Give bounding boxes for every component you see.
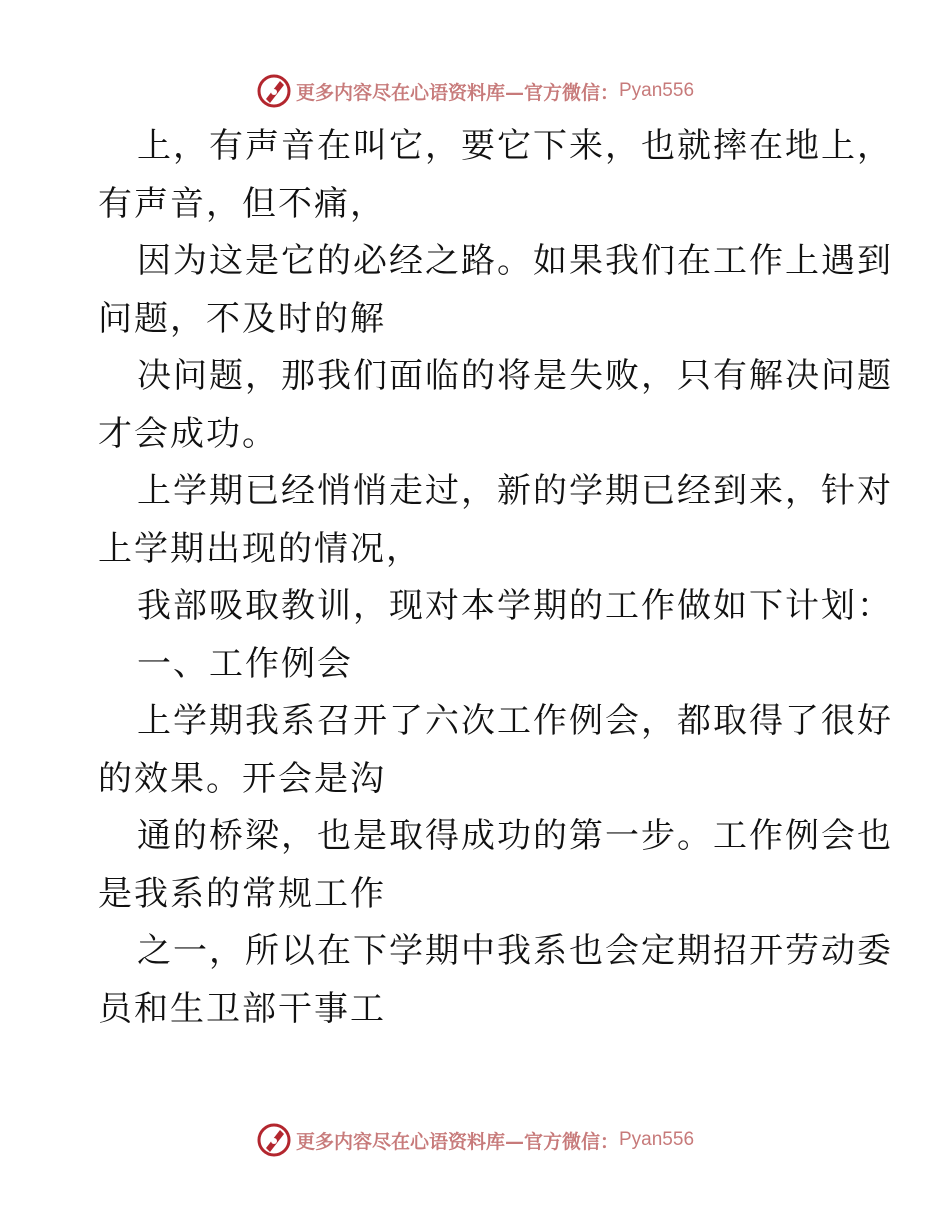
document-body [98,118,893,1038]
watermark-text: 更多内容尽在心语资料库—官方微信： [295,81,619,104]
body-line: 通的桥梁，也是取得成功的第一步。工作例会也 [137,816,893,856]
watermark-account: Pyan556 [619,80,695,101]
footer-watermark [0,1120,950,1160]
body-line: 上学期我系召开了六次工作例会，都取得了很好 [137,701,893,741]
pen-logo-icon [256,73,292,109]
body-line: 的效果。开会是沟 [98,758,386,799]
body-line: 才会成功。 [98,413,278,454]
body-line: 决问题，那我们面临的将是失败，只有解决问题 [137,356,893,396]
body-line: 问题，不及时的解 [98,298,386,339]
section-heading: 一、工作例会 [137,643,353,684]
body-line: 之一，所以在下学期中我系也会定期招开劳动委 [137,931,893,971]
body-line: 有声音，但不痛， [98,183,386,224]
body-line: 是我系的常规工作 [98,873,386,914]
body-line: 上学期出现的情况， [98,528,422,569]
header-watermark [0,71,950,111]
body-line: 我部吸取教训，现对本学期的工作做如下计划： [137,586,893,626]
body-line: 因为这是它的必经之路。如果我们在工作上遇到 [137,241,893,281]
body-line: 上，有声音在叫它，要它下来，也就摔在地上， [137,126,893,166]
pen-logo-icon [256,1122,292,1158]
watermark-account: Pyan556 [619,1129,695,1150]
body-line: 上学期已经悄悄走过，新的学期已经到来，针对 [137,471,893,511]
body-line: 员和生卫部干事工 [98,988,386,1029]
watermark-text: 更多内容尽在心语资料库—官方微信： [295,1130,619,1153]
